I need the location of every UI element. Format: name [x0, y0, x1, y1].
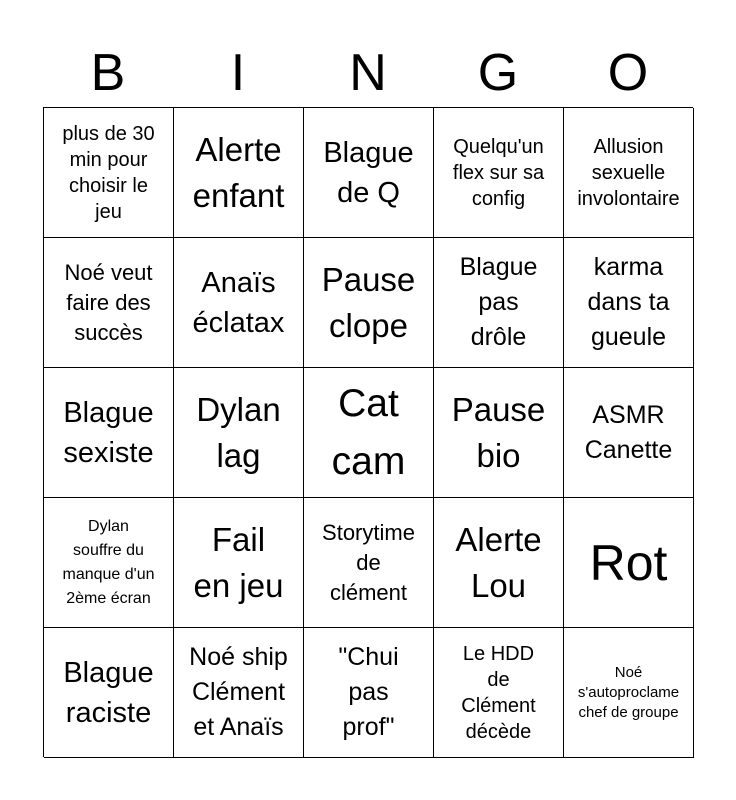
cell-text: Noé ship Clément et Anaïs — [189, 643, 288, 741]
bingo-cell-r5-c4[interactable] — [434, 628, 564, 758]
cell-text: Alerte enfant — [192, 130, 285, 214]
bingo-header — [43, 40, 693, 106]
bingo-cell-r5-c2[interactable] — [174, 628, 304, 758]
bingo-cell-r4-c5[interactable] — [564, 498, 694, 628]
bingo-cell-r4-c2[interactable] — [174, 498, 304, 628]
bingo-cell-r3-c4[interactable] — [434, 368, 564, 498]
cell-text: Blague de Q — [323, 136, 414, 209]
bingo-cell-r3-c3[interactable] — [304, 368, 434, 498]
bingo-cell-r3-c5[interactable] — [564, 368, 694, 498]
cell-text: Dylan lag — [196, 390, 281, 474]
cell-text: Pause bio — [451, 390, 546, 474]
header-letter-b: B — [90, 44, 126, 102]
bingo-cell-r4-c1[interactable] — [44, 498, 174, 628]
cell-text: Blague raciste — [63, 656, 154, 729]
bingo-cell-r2-c3[interactable] — [304, 238, 434, 368]
bingo-grid — [43, 107, 693, 757]
cell-text: Noé s'autoproclame chef de groupe — [577, 663, 680, 721]
cell-text: karma dans ta gueule — [587, 253, 670, 351]
cell-text: Quelqu'un flex sur sa config — [452, 135, 545, 210]
cell-text: Fail en jeu — [193, 520, 284, 604]
cell-text: Dylan souffre du manque d'un 2ème écran — [62, 517, 155, 607]
bingo-cell-r4-c4[interactable] — [434, 498, 564, 628]
cell-text: Pause clope — [321, 260, 416, 344]
bingo-cell-r1-c3[interactable] — [304, 108, 434, 238]
bingo-cell-r5-c3[interactable] — [304, 628, 434, 758]
cell-text: plus de 30 min pour choisir le jeu — [62, 122, 155, 223]
bingo-cell-r1-c1[interactable] — [44, 108, 174, 238]
cell-text: Rot — [589, 534, 668, 591]
bingo-cell-r4-c3[interactable] — [304, 498, 434, 628]
bingo-cell-r1-c4[interactable] — [434, 108, 564, 238]
cell-text: Blague pas drôle — [459, 253, 538, 351]
cell-text: Le HDD de Clément décède — [461, 642, 536, 743]
bingo-cell-r3-c2[interactable] — [174, 368, 304, 498]
cell-text: Cat cam — [331, 381, 406, 483]
bingo-cell-r3-c1[interactable] — [44, 368, 174, 498]
cell-text: Allusion sexuelle involontaire — [577, 135, 680, 210]
bingo-cell-r5-c1[interactable] — [44, 628, 174, 758]
cell-text: Noé veut faire des succès — [64, 259, 153, 345]
cell-text: Anaïs éclatax — [192, 266, 285, 339]
bingo-cell-r2-c4[interactable] — [434, 238, 564, 368]
header-letter-o: O — [607, 44, 649, 102]
cell-text: ASMR Canette — [584, 400, 673, 464]
bingo-cell-r1-c5[interactable] — [564, 108, 694, 238]
cell-text: Alerte Lou — [455, 520, 542, 604]
cell-text: Storytime de clément — [322, 519, 415, 605]
header-letter-g: G — [477, 44, 519, 102]
bingo-cell-r1-c2[interactable] — [174, 108, 304, 238]
bingo-cell-r2-c2[interactable] — [174, 238, 304, 368]
cell-text: Blague sexiste — [63, 396, 154, 469]
bingo-cell-r5-c5[interactable] — [564, 628, 694, 758]
header-letter-i: I — [230, 44, 246, 102]
cell-text: "Chui pas prof" — [338, 643, 399, 741]
bingo-cell-r2-c5[interactable] — [564, 238, 694, 368]
bingo-cell-r2-c1[interactable] — [44, 238, 174, 368]
header-letter-n: N — [349, 44, 387, 102]
